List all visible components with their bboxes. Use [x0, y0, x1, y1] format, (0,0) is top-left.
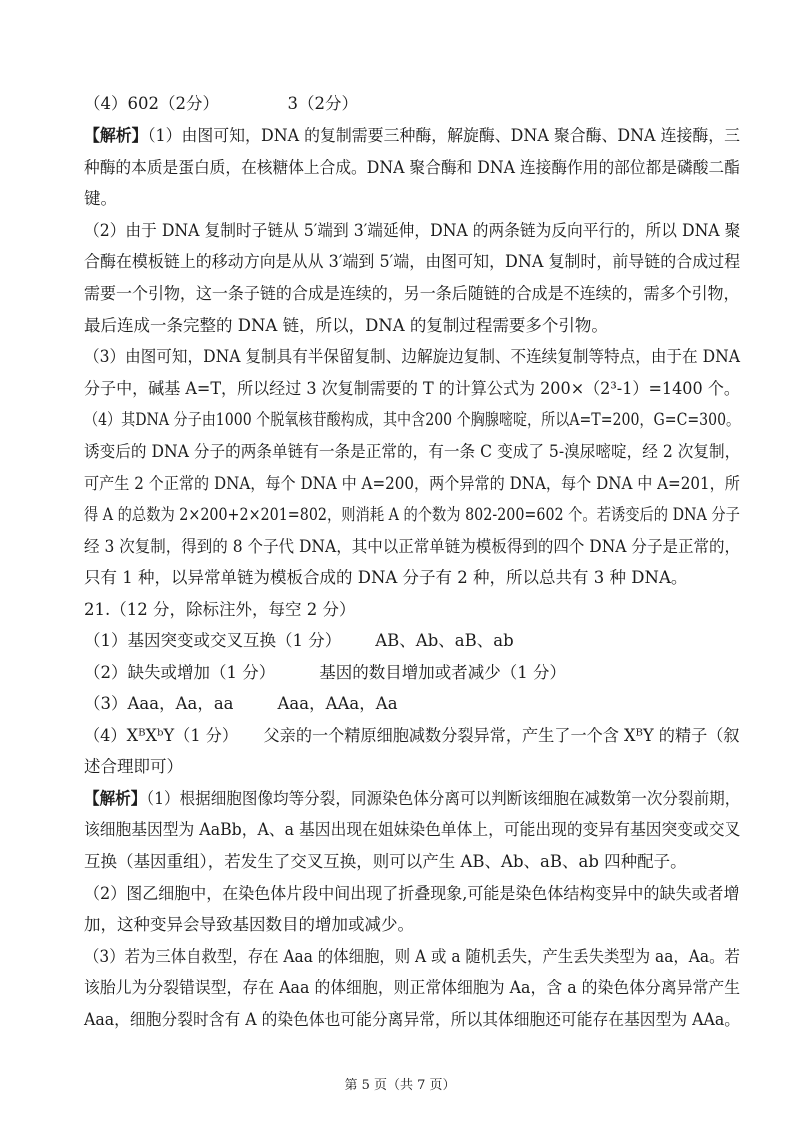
analysis2-p3-line2: 该胎儿为分裂错误型，存在 Aaa 的体细胞，则正常体细胞为 Aa，含 a 的染色体分离异常产生	[84, 978, 741, 997]
analysis1-p3-line1: （3）由图可知，DNA 复制具有半保留复制、边解旋边复制、不连续复制等特点，由于在 DNA	[84, 347, 740, 366]
analysis1-p1-line3: 键。	[84, 189, 117, 208]
analysis1-p3-line2: 分子中，碱基 A=T，所以经过 3 次复制需要的 T 的计算公式为 200×（2³-1）=1400 个。	[84, 379, 740, 398]
answer-4-value: 3（2分）	[287, 94, 358, 113]
analysis2-p3-line3: Aaa，细胞分裂时含有 A 的染色体也可能分离异常，所以其体细胞还可能存在基因型为 AAa。	[84, 1010, 741, 1029]
analysis2-p1-line2: 该细胞基因型为 AaBb，A、a 基因出现在姐妹染色单体上，可能出现的变异有基因突变或交叉	[84, 820, 741, 839]
q21-header: 21.（12 分，除标注外，每空 2 分）	[84, 600, 356, 619]
page-footer: 第 5 页（共 7 页）	[344, 1078, 456, 1093]
analysis2-p1-line3: 互换（基因重组），若发生了交叉互换，则可以产生 AB、Ab、aB、ab 四种配子。	[84, 852, 687, 871]
analysis1-p4-line3: 可产生 2 个正常的 DNA，每个 DNA 中 A=200，两个异常的 DNA，每个 DNA 中 A=201，所	[84, 474, 740, 493]
q21-answer-3-part1: （3）Aaa，Aa，aa	[84, 694, 234, 713]
q21-answer-1	[84, 631, 514, 651]
analysis1-p2-line3: 需要一个引物，这一条子链的合成是连续的，另一条后随链的合成是不连续的，需多个引物，	[84, 284, 740, 303]
analysis1-p1-line1	[84, 126, 740, 146]
analysis1-p2-line2: 合酶在模板链上的移动方向是从从 3′端到 5′端，由图可知，DNA 复制时，前导链的合成过程	[84, 252, 741, 271]
analysis1-p2-line4: 最后连成一条完整的 DNA 链，所以，DNA 的复制过程需要多个引物。	[84, 316, 608, 335]
analysis-tag: 【解析】	[84, 126, 148, 145]
analysis2-text: （1）根据细胞图像均等分裂，同源染色体分离可以判断该细胞在减数第一次分裂前期，	[146, 789, 741, 808]
analysis1-p2-line1: （2）由于 DNA 复制时子链从 5′端到 3′端延伸，DNA 的两条链为反向平行的，所以 DNA 聚	[84, 221, 741, 240]
q21-answer-2-part2: 基因的数目增加或者减少（1 分）	[319, 663, 566, 682]
q21-answer-1-part2: AB、Ab、aB、ab	[375, 631, 514, 650]
q21-answer-4	[84, 726, 740, 746]
analysis1-p4-line1: （4）其DNA 分子由1000 个脱氧核苷酸构成，其中含200 个胸腺嘧啶，所以A=T=200，G=C=300。	[84, 410, 741, 429]
analysis1-p4-line6: 只有 1 种，以异常单链为模板合成的 DNA 分子有 2 种，所以总共有 3 种 DNA。	[84, 568, 688, 587]
analysis2-p2-line1: （2）图乙细胞中，在染色体片段中间出现了折叠现象,可能是染色体结构变异中的缺失或者增	[84, 884, 740, 903]
analysis2-p2-line2: 加，这种变异会导致基因数目的增加或减少。	[84, 915, 414, 934]
analysis1-p4-line2: 诱变后的 DNA 分子的两条单链有一条是正常的，有一条 C 变成了 5-溴尿嘧啶，经 2 次复制，	[84, 442, 741, 461]
q21-answer-3-part2: Aaa，AAa，Aa	[277, 694, 398, 713]
q21-answer-1-part1: （1）基因突变或交叉互换（1 分）	[84, 631, 342, 650]
analysis1-p4-line5: 经 3 次复制，得到的 8 个子代 DNA，其中以正常单链为模板得到的四个 DNA 分子是正常的，	[84, 537, 741, 556]
analysis1-p1-line2: 种酶的本质是蛋白质，在核糖体上合成。DNA 聚合酶和 DNA 连接酶作用的部位都是磷酸二酯	[84, 158, 740, 177]
q21-answer-4-part1: （4）XᴮXᵇY（1 分）	[84, 726, 239, 745]
q21-answer-2	[84, 663, 566, 683]
q21-answer-3	[84, 694, 398, 714]
analysis1-p4-line4: 得 A 的总数为 2×200+2×201=802，则消耗 A 的个数为 802-200=602 个。若诱变后的 DNA 分子	[84, 505, 740, 524]
q21-answer-4-cont: 述合理即可）	[84, 757, 183, 776]
q21-answer-4-part2: 父亲的一个精原细胞减数分裂异常，产生了一个含 XᴮY 的精子（叙	[263, 726, 740, 745]
analysis2-p3-line1: （3）若为三体自救型，存在 Aaa 的体细胞，则 A 或 a 随机丢失，产生丢失类型为 aa，Aa。若	[84, 947, 740, 966]
analysis1-text: （1）由图可知，DNA 的复制需要三种酶，解旋酶、DNA 聚合酶、DNA 连接酶，三	[147, 126, 741, 145]
answer-4-line	[84, 94, 358, 114]
analysis2-p1-line1	[84, 789, 740, 809]
analysis-tag: 【解析】	[84, 789, 147, 808]
q21-answer-2-part1: （2）缺失或增加（1 分）	[84, 663, 276, 682]
answer-4-label: （4）602（2分）	[84, 94, 219, 113]
